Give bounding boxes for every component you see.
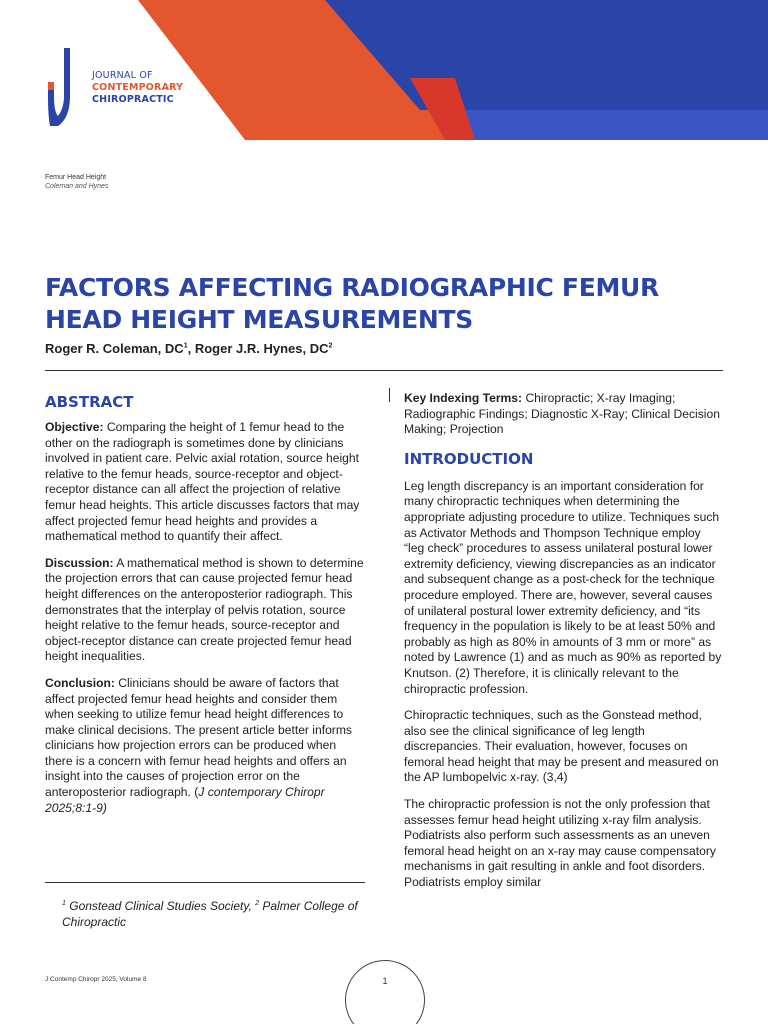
objective-label: Objective: (45, 420, 104, 434)
abstract-column (45, 392, 365, 827)
title-divider (45, 370, 723, 371)
affiliations-footnote (62, 896, 372, 930)
journal-logo-text (92, 70, 183, 106)
page-number-circle (345, 960, 425, 1024)
affiliation-2: Palmer College of Chiropractic (62, 899, 358, 929)
footnote-divider (45, 882, 365, 883)
conclusion-citation: J contemporary Chiropr 2025;8:1-9) (45, 785, 325, 815)
journal-name-line3: CHIROPRACTIC (92, 94, 174, 105)
objective-text: Comparing the height of 1 femur head to the other on the radiograph is sometimes done by clinicians involved in patient care. Pelvic axial rotation, source height relative to the femur heads, source-receptor and object-receptor distance can all affect the projection of relative femur head heights. This article discusses factors that may affect projected femur head heights and provides a mathematical method to quantify their affect. (45, 420, 360, 544)
running-head-authors: Coleman and Hynes (45, 183, 109, 190)
author-1: Roger R. Coleman, DC (45, 341, 184, 356)
column-divider (389, 388, 390, 402)
author-separator: , (187, 341, 195, 356)
conclusion-text: Clinicians should be aware of factors that affect projected femur head heights and consider them when seeking to utilize femur head height differences to make clinical decisions. The present article better informs clinicians how projection errors can be produced when there is a concern with femur head heights and offers an insight into the causes of projection error on the anteroposterior radiograph. ( (45, 675, 352, 800)
abstract-heading: ABSTRACT (45, 393, 134, 411)
author-list (45, 341, 332, 356)
author-1-affiliation-mark: 1 (183, 342, 188, 350)
author-2-affiliation-mark: 2 (328, 342, 333, 350)
abstract-discussion (45, 556, 365, 665)
discussion-label: Discussion: (45, 555, 114, 570)
introduction-paragraph-3: The chiropractic profession is not the only profession that assesses femur head height utilizing x-ray film analysis. Podiatrists also perform such assessments as an uneven femoral head height on an x-ray may cause compensatory mechanisms in gait resulting in ankle and foot disorders. Podiatrists employ similar (404, 797, 716, 890)
affiliation-2-mark: 2 (255, 900, 260, 907)
discussion-text: A mathematical method is shown to determine the projection errors that can cause projected femur head height differences on the anteroposterior radiograph. This demonstrates that the interplay of pelvis rotation, source height relative to the femur heads, source-receptor and object-receptor distance can create projected femur head height inequalities. (45, 555, 364, 664)
running-head (45, 173, 108, 191)
affiliation-1: Gonstead Clinical Studies Society, (69, 899, 256, 913)
page-number: 1 (382, 976, 388, 986)
key-indexing-terms (404, 391, 724, 438)
journal-logo-icon (44, 46, 84, 130)
introduction-heading: INTRODUCTION (404, 449, 534, 468)
abstract-conclusion (45, 676, 365, 816)
introduction-column (404, 391, 724, 902)
keywords-label: Key Indexing Terms: (404, 391, 523, 405)
journal-name-line1: JOURNAL OF (92, 70, 153, 81)
journal-name-line2: CONTEMPORARY (92, 82, 184, 93)
footer-journal-citation: J Contemp Chiropr 2025, Volume 8 (45, 976, 147, 983)
author-2: Roger J.R. Hynes, DC (194, 341, 329, 356)
affiliation-1-mark: 1 (62, 900, 66, 907)
keywords-text: Chiropractic; X-ray Imaging; Radiographic Findings; Diagnostic X-Ray; Clinical Decision Making; Projection (404, 391, 720, 437)
introduction-paragraph-1: Leg length discrepancy is an important consideration for many chiropractic techniques when determining the appropriate adjusting procedure to utilize. Techniques such as Activator Methods and Thompson Technique employ “leg check” procedures to assess unilateral postural lower extremity deficiency, viewing discrepancies as an indicator and subsequent change as a post-check for the technique procedure employed. There are, however, several causes of unilateral postural lower extremity deficiency, and “its frequency in the population is likely to be at least 50% and probably as high as 80% in amounts of 3 mm or more” as noted by Lawrence (1) and as much as 90% as reported by Knutson. (2) Therefore, it is clinically relevant to the chiropractic profession. (404, 478, 722, 696)
introduction-paragraph-2: Chiropractic techniques, such as the Gonstead method, also see the clinical significance of leg length discrepancies. Their evaluation, however, focuses on femoral head height that may be present and measured on the AP lumbopelvic x-ray. (3,4) (404, 708, 719, 785)
abstract-objective (45, 420, 365, 545)
article-title: FACTORS AFFECTING RADIOGRAPHIC FEMUR HEAD HEIGHT MEASUREMENTS (45, 273, 660, 334)
conclusion-label: Conclusion: (45, 675, 115, 690)
running-head-title: Femur Head Height (45, 174, 107, 181)
